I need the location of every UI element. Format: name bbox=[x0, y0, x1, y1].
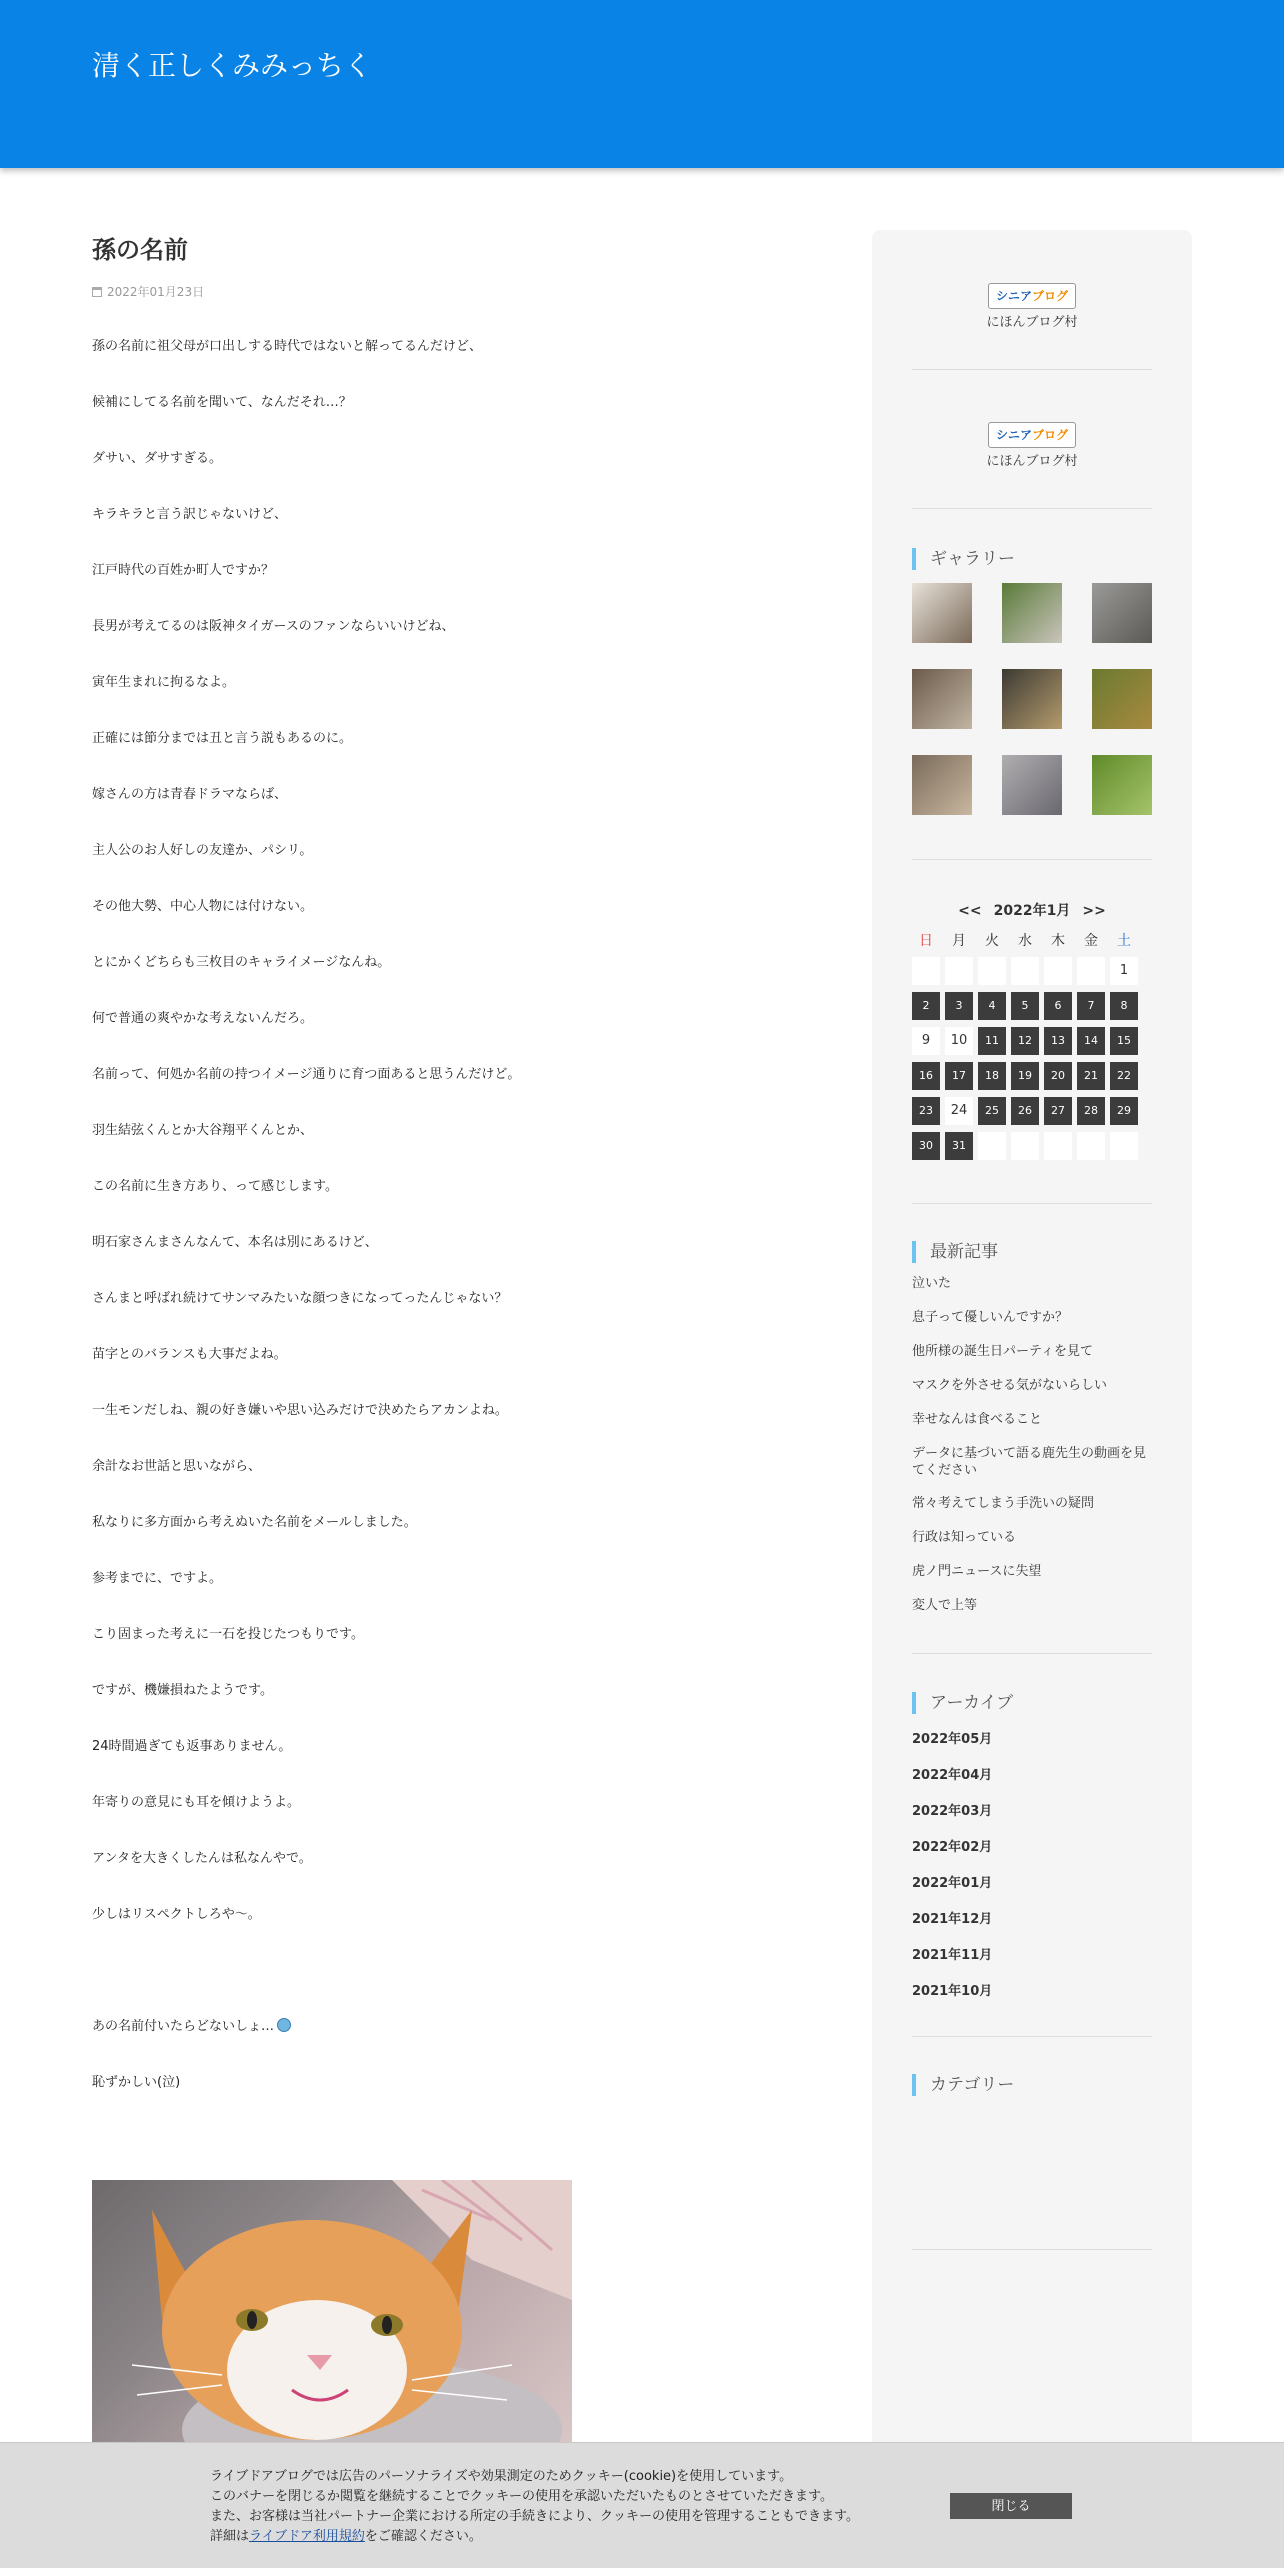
calendar-day: 1 bbox=[1110, 957, 1138, 985]
calendar-day-link[interactable]: 15 bbox=[1110, 1027, 1138, 1055]
gallery-thumbnail[interactable] bbox=[1092, 755, 1152, 815]
calendar-weekday: 火 bbox=[985, 933, 999, 949]
calendar-day-link[interactable]: 21 bbox=[1077, 1062, 1105, 1090]
cookie-text bbox=[210, 2467, 930, 2547]
recent-post-link[interactable]: 他所様の誕生日パーティを見て bbox=[912, 1344, 1093, 1359]
article-paragraph: 一生モンだしね、親の好き嫌いや思い込みだけで決めたらアカンよね。 bbox=[92, 1403, 508, 1418]
calendar-weekday: 土 bbox=[1117, 933, 1131, 949]
calendar-day-link[interactable]: 20 bbox=[1044, 1062, 1072, 1090]
recent-post-link[interactable]: データに基づいて語る鹿先生の動画を見てください bbox=[912, 1446, 1147, 1478]
gallery-thumbnail[interactable] bbox=[1092, 669, 1152, 729]
badge-logo-a: シニア bbox=[995, 428, 1032, 442]
calendar-empty-cell bbox=[1077, 957, 1105, 985]
archive-link[interactable]: 2021年11月 bbox=[912, 1948, 993, 1963]
article-paragraph: 長男が考えてるのは阪神タイガースのファンならいいけどね、 bbox=[92, 619, 455, 634]
archive-link[interactable]: 2022年05月 bbox=[912, 1732, 993, 1747]
cookie-line-4-post: をご確認ください。 bbox=[364, 2529, 482, 2544]
calendar-day-link[interactable]: 19 bbox=[1011, 1062, 1039, 1090]
site-title[interactable]: 清く正しくみみっちく bbox=[92, 49, 373, 82]
calendar-day-link[interactable]: 18 bbox=[978, 1062, 1006, 1090]
calendar-day-link[interactable]: 26 bbox=[1011, 1097, 1039, 1125]
article-paragraph: さんまと呼ばれ続けてサンマみたいな顔つきになってったんじゃない？ bbox=[92, 1291, 508, 1306]
calendar-day-link[interactable]: 27 bbox=[1044, 1097, 1072, 1125]
article-paragraph: 年寄りの意見にも耳を傾けようよ。 bbox=[92, 1795, 301, 1810]
calendar-month: 2022年1月 bbox=[993, 903, 1071, 919]
gallery-thumbnail[interactable] bbox=[912, 583, 972, 643]
article-paragraph bbox=[92, 2016, 812, 2072]
article-paragraph: その他大勢、中心人物には付けない。 bbox=[92, 899, 314, 914]
badge-logo[interactable] bbox=[988, 422, 1076, 448]
section-divider bbox=[912, 2036, 1152, 2037]
article-date-text: 2022年01月23日 bbox=[107, 285, 205, 299]
section-divider bbox=[912, 859, 1152, 860]
article-body bbox=[92, 336, 812, 2128]
calendar-day-link[interactable]: 3 bbox=[945, 992, 973, 1020]
calendar-weekday: 月 bbox=[952, 933, 966, 949]
calendar-weekday: 金 bbox=[1084, 933, 1098, 949]
badge-logo-a: シニア bbox=[995, 289, 1032, 303]
article-paragraph: 少しはリスペクトしろや〜。 bbox=[92, 1907, 261, 1922]
calendar-day-link[interactable]: 22 bbox=[1110, 1062, 1138, 1090]
calendar-day-link[interactable]: 28 bbox=[1077, 1097, 1105, 1125]
gallery-thumbnail[interactable] bbox=[912, 755, 972, 815]
article-paragraph: 羽生結弦くんとか大谷翔平くんとか、 bbox=[92, 1123, 314, 1138]
section-divider bbox=[912, 369, 1152, 370]
article-paragraph: キラキラと言う訳じゃないけど、 bbox=[92, 507, 288, 522]
calendar-empty-cell bbox=[978, 1132, 1006, 1160]
article-paragraph: 私なりに多方面から考えぬいた名前をメールしました。 bbox=[92, 1515, 417, 1530]
gallery-thumbnail[interactable] bbox=[1092, 583, 1152, 643]
gallery-thumbnail[interactable] bbox=[1002, 669, 1062, 729]
archive-link[interactable]: 2022年04月 bbox=[912, 1768, 993, 1783]
gallery-thumbnail[interactable] bbox=[1002, 755, 1062, 815]
article-date bbox=[92, 283, 812, 300]
recent-post-link[interactable]: 息子って優しいんですか？ bbox=[912, 1310, 1069, 1325]
calendar-empty-cell bbox=[1077, 1132, 1105, 1160]
article-paragraph: アンタを大きくしたんは私なんやで。 bbox=[92, 1851, 312, 1866]
recent-post-link[interactable]: マスクを外させる気がないらしい bbox=[912, 1378, 1108, 1393]
calendar-day: 24 bbox=[945, 1097, 973, 1125]
archive-link[interactable]: 2022年02月 bbox=[912, 1840, 993, 1855]
calendar-weekday: 木 bbox=[1051, 933, 1065, 949]
article-paragraph: 明石家さんまさんなんて、本名は別にあるけど、 bbox=[92, 1235, 378, 1250]
calendar-empty-cell bbox=[978, 957, 1006, 985]
recent-post-link[interactable]: 行政は知っている bbox=[912, 1530, 1017, 1545]
article-paragraph: ですが、機嫌損ねたようです。 bbox=[92, 1683, 273, 1698]
section-divider bbox=[912, 2249, 1152, 2250]
sweat-emoji-icon bbox=[277, 2018, 291, 2032]
article-paragraph: とにかくどちらも三枚目のキャライメージなんね。 bbox=[92, 955, 391, 970]
article-paragraph: ダサい、ダサすぎる。 bbox=[92, 451, 223, 466]
article-paragraph: 参考までに、ですよ。 bbox=[92, 1571, 223, 1586]
article-paragraph: この名前に生き方あり、って感じします。 bbox=[92, 1179, 338, 1194]
calendar-day-link[interactable]: 8 bbox=[1110, 992, 1138, 1020]
article-paragraph: 余計なお世話と思いながら、 bbox=[92, 1459, 262, 1474]
archive-heading: アーカイブ bbox=[912, 1692, 1152, 1714]
article-paragraph: 苗字とのバランスも大事だよね。 bbox=[92, 1347, 287, 1362]
article-paragraph: 名前って、何処か名前の持つイメージ通りに育つ面あると思うんだけど。 bbox=[92, 1067, 521, 1082]
calendar-empty-cell bbox=[1011, 1132, 1039, 1160]
article-paragraph: 何で普通の爽やかな考えないんだろ。 bbox=[92, 1011, 314, 1026]
article-paragraph: 正確には節分までは丑と言う説もあるのに。 bbox=[92, 731, 353, 746]
cookie-line-3: また、お客様は当社パートナー企業における所定の手続きにより、クッキーの使用を管理することもできます。 bbox=[210, 2509, 859, 2524]
cookie-line-2: このバナーを閉じるか閲覧を継続することでクッキーの使用を承認いただいたものとさせていただきます。 bbox=[210, 2489, 833, 2504]
section-divider bbox=[912, 1653, 1152, 1654]
article-paragraph: 候補にしてる名前を聞いて、なんだそれ…？ bbox=[92, 395, 352, 410]
recent-post-link[interactable]: 泣いた bbox=[912, 1276, 952, 1291]
closing-text: あの名前付いたらどないしょ… bbox=[92, 2019, 275, 2034]
cookie-line-4 bbox=[210, 2527, 930, 2547]
section-divider bbox=[912, 1203, 1152, 1204]
section-divider bbox=[912, 508, 1152, 509]
site-header bbox=[0, 0, 1284, 168]
article-paragraph bbox=[92, 2072, 812, 2128]
recent-post-link[interactable]: 変人で上等 bbox=[912, 1598, 978, 1613]
badge-logo[interactable] bbox=[988, 283, 1076, 309]
blog-ranking-badge[interactable] bbox=[912, 422, 1152, 469]
archive-link[interactable]: 2022年03月 bbox=[912, 1804, 993, 1819]
calendar-nav bbox=[912, 900, 1152, 920]
badge-logo-b: ブログ bbox=[1032, 289, 1069, 303]
cookie-line-1: ライブドアブログでは広告のパーソナライズや効果測定のためクッキー(cookie)を使用しています。 bbox=[210, 2469, 793, 2484]
calendar-day-link[interactable]: 14 bbox=[1077, 1027, 1105, 1055]
cookie-close-button[interactable]: 閉じる bbox=[950, 2493, 1072, 2519]
article-paragraph: 嫁さんの方は青春ドラマならば、 bbox=[92, 787, 288, 802]
calendar-prev-link[interactable]: << bbox=[958, 903, 982, 919]
calendar-day-link[interactable]: 4 bbox=[978, 992, 1006, 1020]
calendar-empty-cell bbox=[1044, 1132, 1072, 1160]
cookie-banner bbox=[0, 2442, 1284, 2568]
archive-link[interactable]: 2022年01月 bbox=[912, 1876, 993, 1891]
calendar-day-link[interactable]: 7 bbox=[1077, 992, 1105, 1020]
article-paragraph: こり固まった考えに一石を投じたつもりです。 bbox=[92, 1627, 364, 1642]
calendar-day-link[interactable]: 5 bbox=[1011, 992, 1039, 1020]
terms-link[interactable]: ライブドア利用規約 bbox=[249, 2529, 365, 2544]
article-paragraph: 主人公のお人好しの友達か、パシリ。 bbox=[92, 843, 313, 858]
article-paragraph: 寅年生まれに拘るなよ。 bbox=[92, 675, 236, 690]
calendar-day-link[interactable]: 23 bbox=[912, 1097, 940, 1125]
article bbox=[92, 230, 812, 2128]
paragraph-spacer bbox=[92, 1960, 812, 2016]
article-paragraph: 24時間過ぎても返事ありません。 bbox=[92, 1739, 292, 1754]
cat-photo bbox=[92, 2180, 572, 2448]
calendar-day-link[interactable]: 6 bbox=[1044, 992, 1072, 1020]
calendar-weekday: 水 bbox=[1018, 933, 1032, 949]
calendar-next-link[interactable]: >> bbox=[1082, 903, 1106, 919]
recent-posts-heading: 最新記事 bbox=[912, 1241, 1152, 1263]
badge-logo-b: ブログ bbox=[1032, 428, 1069, 442]
calendar-day-link[interactable]: 12 bbox=[1011, 1027, 1039, 1055]
calendar-day-link[interactable]: 31 bbox=[945, 1132, 973, 1160]
recent-post-link[interactable]: 虎ノ門ニュースに失望 bbox=[912, 1564, 1042, 1579]
recent-post-link[interactable]: 幸せなんは食べること bbox=[912, 1412, 1043, 1427]
blog-ranking-badge[interactable] bbox=[912, 283, 1152, 330]
calendar-day-link[interactable]: 2 bbox=[912, 992, 940, 1020]
sidebar bbox=[872, 230, 1192, 2568]
calendar-empty-cell bbox=[1011, 957, 1039, 985]
calendar-day-link[interactable]: 25 bbox=[978, 1097, 1006, 1125]
cat-image bbox=[92, 2180, 572, 2448]
calendar-day-link[interactable]: 11 bbox=[978, 1027, 1006, 1055]
gallery-thumbnail[interactable] bbox=[1002, 583, 1062, 643]
calendar-weekday: 日 bbox=[919, 933, 933, 949]
calendar-empty-cell bbox=[912, 957, 940, 985]
gallery-thumbnail[interactable] bbox=[912, 669, 972, 729]
calendar-icon bbox=[92, 287, 102, 297]
gallery-heading: ギャラリー bbox=[912, 548, 1152, 570]
article-paragraph: 江戸時代の百姓か町人ですか？ bbox=[92, 563, 275, 578]
calendar-day-link[interactable]: 16 bbox=[912, 1062, 940, 1090]
cookie-line-4-pre: 詳細は bbox=[210, 2529, 250, 2544]
article-paragraph: 孫の名前に祖父母が口出しする時代ではないと解ってるんだけど、 bbox=[92, 339, 483, 354]
calendar-empty-cell bbox=[1110, 1132, 1138, 1160]
article-title: 孫の名前 bbox=[92, 236, 188, 264]
calendar-empty-cell bbox=[1044, 957, 1072, 985]
calendar-day: 9 bbox=[912, 1027, 940, 1055]
archive-link[interactable]: 2021年10月 bbox=[912, 1984, 993, 1999]
archive-link[interactable]: 2021年12月 bbox=[912, 1912, 993, 1927]
badge-caption[interactable]: にほんブログ村 bbox=[986, 454, 1078, 469]
calendar-day: 10 bbox=[945, 1027, 973, 1055]
calendar-day-link[interactable]: 30 bbox=[912, 1132, 940, 1160]
recent-post-link[interactable]: 常々考えてしまう手洗いの疑問 bbox=[912, 1496, 1095, 1511]
calendar-empty-cell bbox=[945, 957, 973, 985]
calendar-day-link[interactable]: 29 bbox=[1110, 1097, 1138, 1125]
closing-text: 恥ずかしい(泣) bbox=[92, 2075, 181, 2090]
badge-caption[interactable]: にほんブログ村 bbox=[986, 315, 1078, 330]
calendar-day-link[interactable]: 17 bbox=[945, 1062, 973, 1090]
calendar-day-link[interactable]: 13 bbox=[1044, 1027, 1072, 1055]
category-heading: カテゴリー bbox=[912, 2074, 1152, 2096]
